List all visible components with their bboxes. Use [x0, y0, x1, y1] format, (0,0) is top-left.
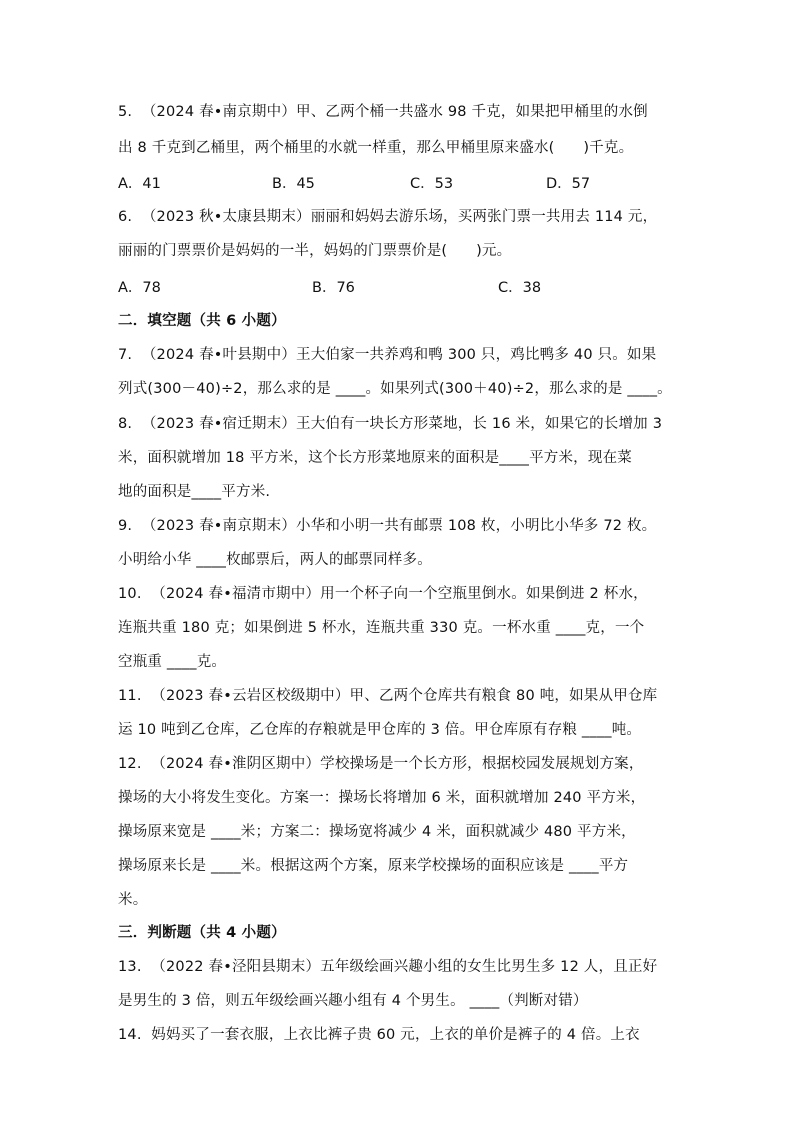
- q6-line-1: 6. （2023 秋•太康县期末）丽丽和妈妈去游乐场，买两张门票一共用去 114 元，: [118, 209, 658, 225]
- q11-line-1: 11. （2023 春•云岩区校级期中）甲、乙两个仓库共有粮食 80 吨，如果从甲仓库: [118, 688, 658, 704]
- q8-line-3: 地的面积是____平方米.: [118, 484, 271, 500]
- q10-line-2: 连瓶共重 180 克；如果倒进 5 杯水，连瓶共重 330 克。一杯水重 ____克，一个: [118, 620, 645, 636]
- q8-line-1: 8. （2023 春•宿迁期末）王大伯有一块长方形菜地，长 16 米，如果它的长增加 3: [118, 416, 663, 432]
- q12-line-3: 操场原来宽是 ____米；方案二：操场宽将减少 4 米，面积就减少 480 平方米，: [118, 824, 636, 840]
- q9-line-2: 小明给小华 ____枚邮票后，两人的邮票同样多。: [118, 552, 432, 568]
- q10-line-3: 空瓶重 ____克。: [118, 654, 227, 670]
- q12-line-1: 12. （2024 春•淮阴区期中）学校操场是一个长方形，根据校园发展规划方案，: [118, 756, 644, 772]
- q5-option-b: B．45: [272, 176, 315, 192]
- q5-line-2: 出 8 千克到乙桶里，两个桶里的水就一样重，那么甲桶里原来盛水( )千克。: [118, 140, 634, 156]
- q14-line-1: 14. 妈妈买了一套衣服，上衣比裤子贵 60 元，上衣的单价是裤子的 4 倍。上衣: [118, 1027, 640, 1043]
- q6-option-a: A．78: [118, 280, 161, 296]
- q6-option-b: B．76: [312, 280, 355, 296]
- q7-line-1: 7. （2024 春•叶县期中）王大伯家一共养鸡和鸭 300 只，鸡比鸭多 40 只。如果: [118, 347, 657, 363]
- section-fill-in-heading: 二．填空题（共 6 小题）: [118, 313, 286, 329]
- q6-option-c: C．38: [498, 280, 542, 296]
- q7-line-2: 列式(300－40)÷2，那么求的是 ____。如果列式(300＋40)÷2，那么求的是 ____。: [118, 381, 672, 397]
- q5-option-a: A．41: [118, 176, 161, 192]
- q5-option-c: C．53: [410, 176, 454, 192]
- q10-line-1: 10. （2024 春•福清市期中）用一个杯子向一个空瓶里倒水。如果倒进 2 杯水，: [118, 586, 648, 602]
- q12-line-2: 操场的大小将发生变化。方案一：操场长将增加 6 米，面积就增加 240 平方米，: [118, 790, 646, 806]
- q12-line-4: 操场原来长是 ____米。根据这两个方案，原来学校操场的面积应该是 ____平方: [118, 858, 629, 874]
- q13-line-1: 13. （2022 春•泾阳县期末）五年级绘画兴趣小组的女生比男生多 12 人，且正好: [118, 959, 658, 975]
- q12-line-5: 米。: [118, 892, 148, 908]
- q13-line-2: 是男生的 3 倍，则五年级绘画兴趣小组有 4 个男生。 ____（判断对错）: [118, 993, 588, 1009]
- q8-line-2: 米，面积就增加 18 平方米，这个长方形菜地原来的面积是____平方米，现在菜: [118, 450, 632, 466]
- q5-option-d: D．57: [546, 176, 591, 192]
- q5-line-1: 5. （2024 春•南京期中）甲、乙两个桶一共盛水 98 千克，如果把甲桶里的水倒: [118, 104, 648, 120]
- q6-line-2: 丽丽的门票票价是妈妈的一半，妈妈的门票票价是( )元。: [118, 243, 512, 259]
- section-judgment-heading: 三．判断题（共 4 小题）: [118, 925, 286, 941]
- q9-line-1: 9. （2023 春•南京期末）小华和小明一共有邮票 108 枚，小明比小华多 72 枚。: [118, 518, 657, 534]
- q11-line-2: 运 10 吨到乙仓库，乙仓库的存粮就是甲仓库的 3 倍。甲仓库原有存粮 ____吨。: [118, 722, 642, 738]
